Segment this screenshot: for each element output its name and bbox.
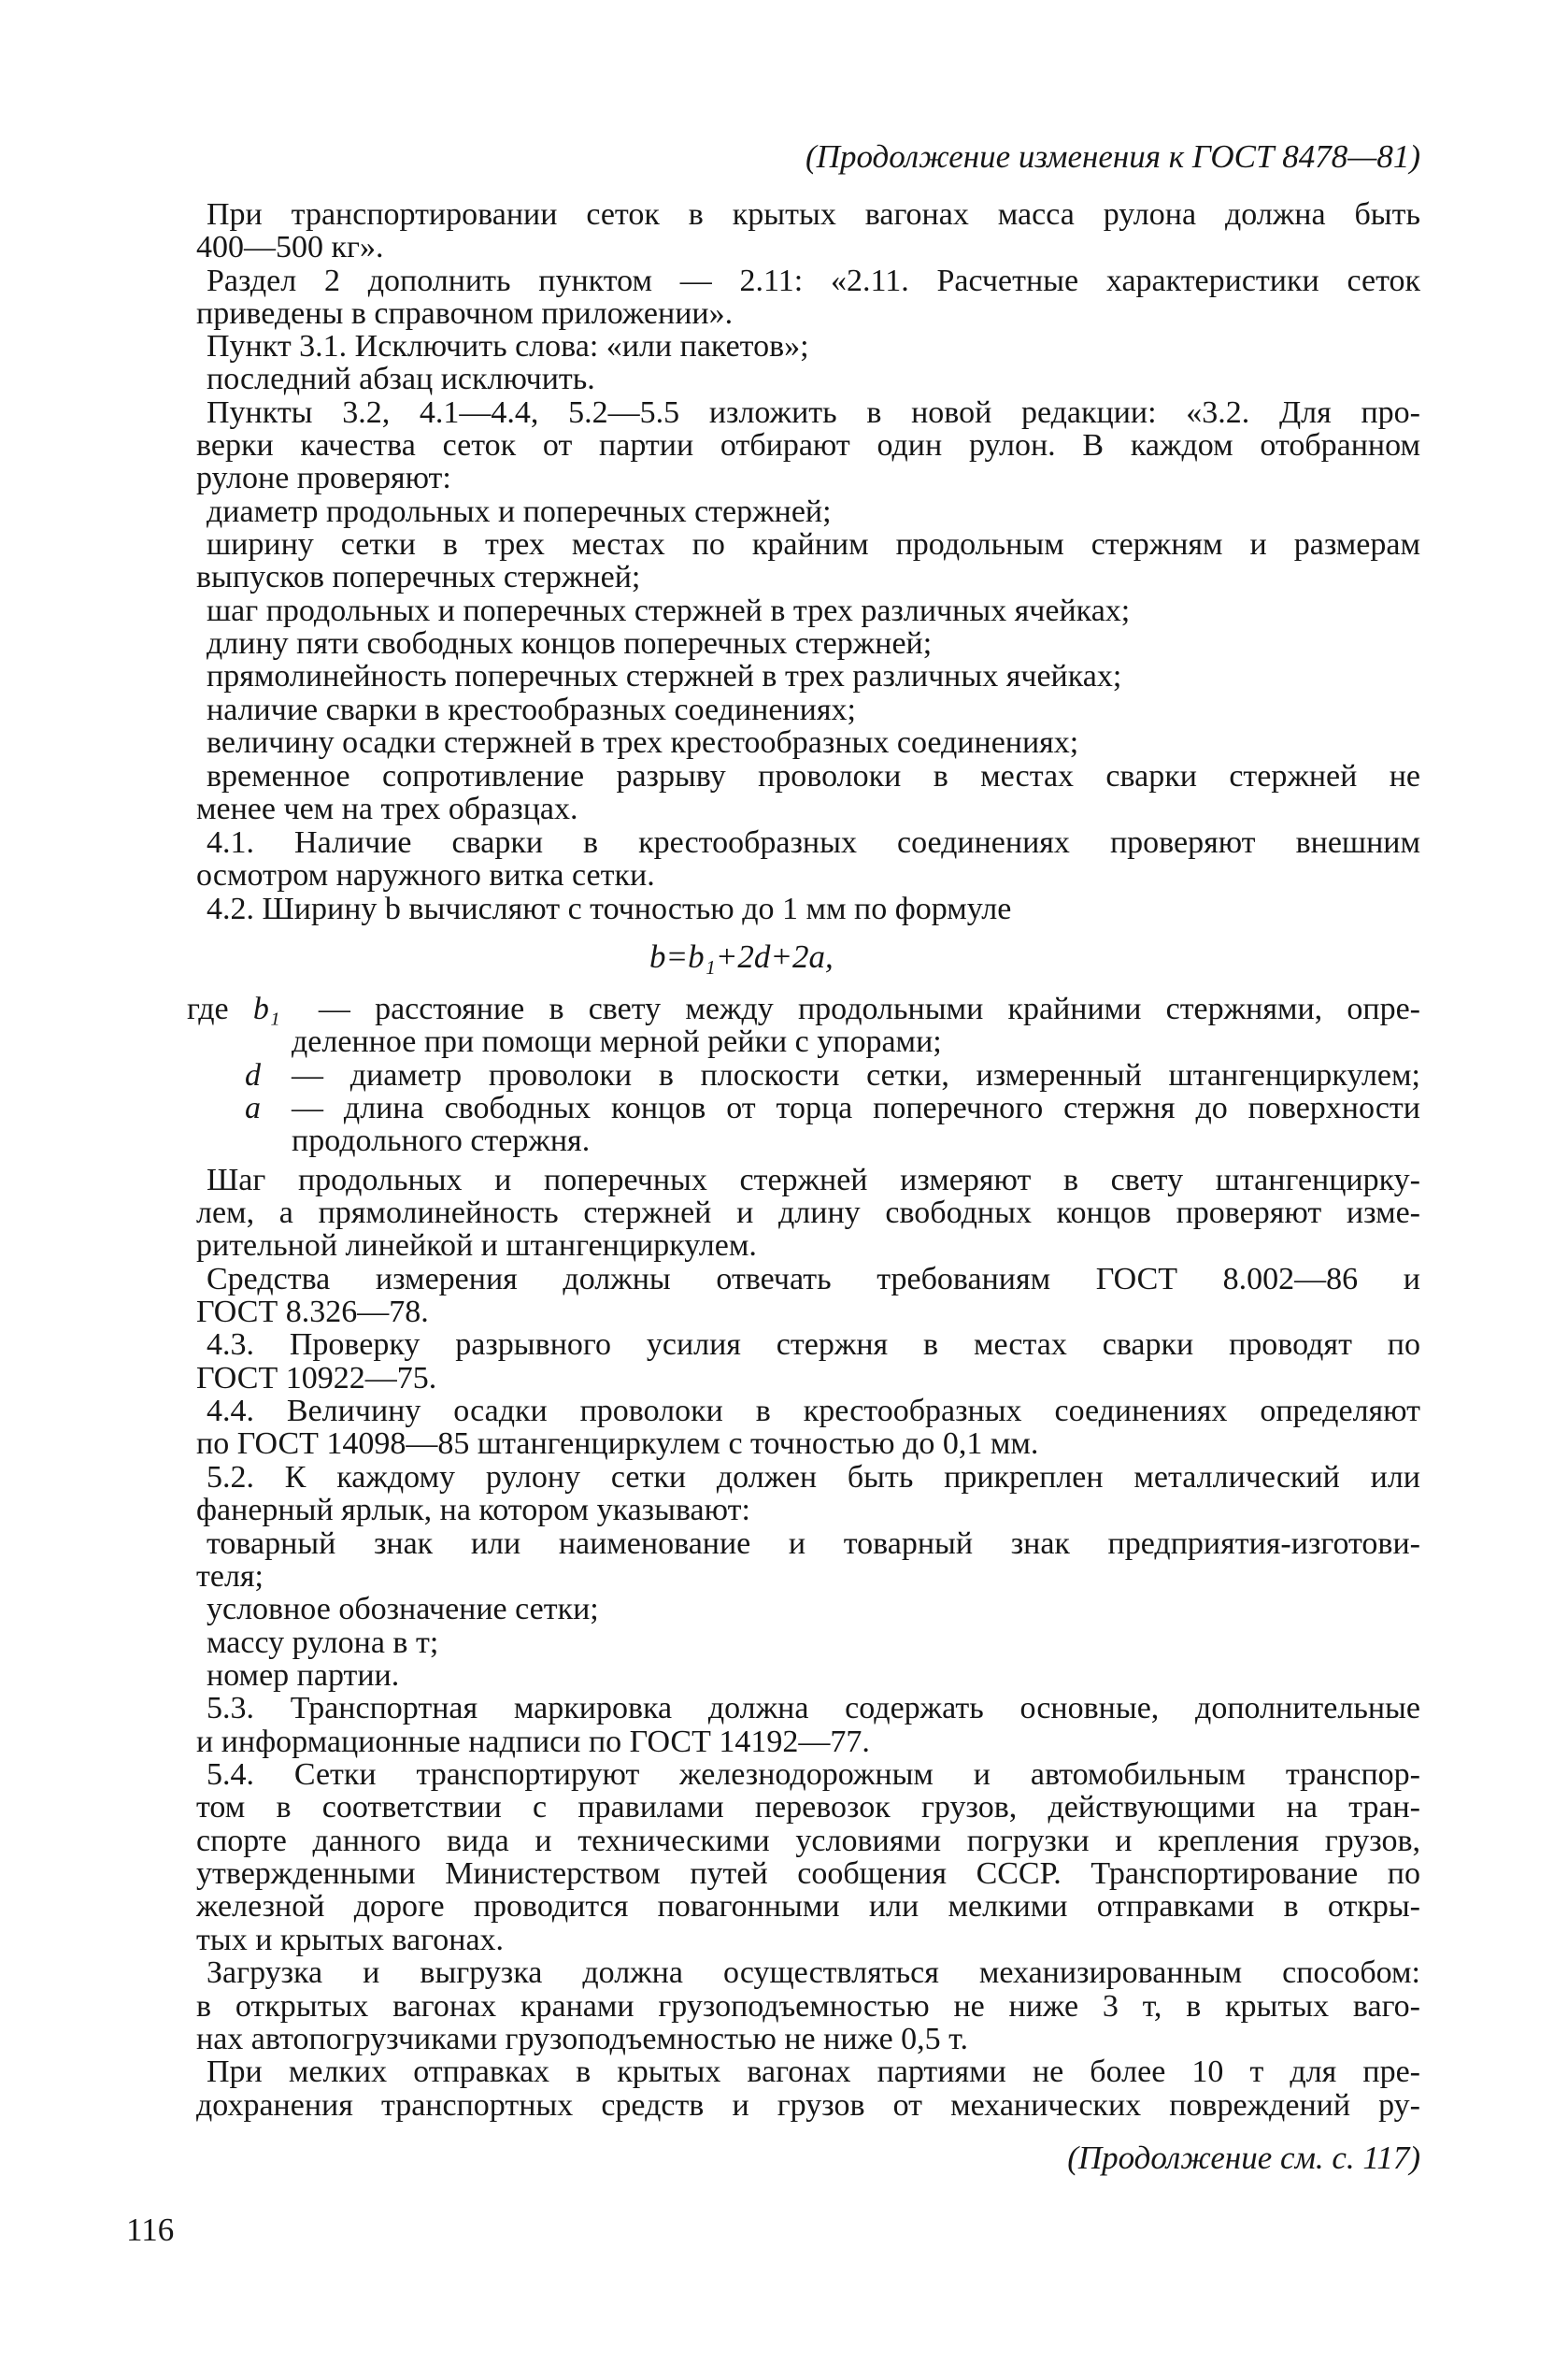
legend-symbol: a <box>245 1091 261 1125</box>
text-line: рительной линейкой и штангенциркулем. <box>196 1228 757 1263</box>
formula: b=b₁+2d+2a, <box>649 938 834 975</box>
text-line: осмотром наружного витка сетки. <box>196 858 655 893</box>
text-line: и информационные надписи по ГОСТ 14192—77. <box>196 1725 870 1759</box>
text-line: по ГОСТ 14098—85 штангенциркулем с точностью до 0,1 мм. <box>196 1426 1039 1461</box>
text-line: нах автопогрузчиками грузоподъемностью не ниже 0,5 т. <box>196 2022 968 2056</box>
text-line: условное обозначение сетки; <box>207 1592 599 1626</box>
text-line: том в соответствии с правилами перевозок грузов, действующими на тран- <box>196 1790 1420 1825</box>
text-line: Загрузка и выгрузка должна осуществляться механизированным способом: <box>207 1955 1420 1990</box>
text-line: номер партии. <box>207 1658 400 1693</box>
page-number: 116 <box>126 2212 175 2248</box>
text-line: товарный знак или наименование и товарный знак предприятия-изготови- <box>207 1526 1420 1561</box>
text-line: 4.3. Проверку разрывного усилия стержня в местах сварки проводят по <box>207 1327 1420 1362</box>
text-line: фанерный ярлык, на котором указывают: <box>196 1493 750 1527</box>
legend-cont: продольного стержня. <box>292 1124 591 1158</box>
text-line: При транспортировании сеток в крытых вагонах масса рулона должна быть <box>207 197 1420 232</box>
text-line: спорте данного вида и техническими условиями погрузки и крепления грузов, <box>196 1824 1420 1858</box>
text-line: 4.2. Ширину b вычисляют с точностью до 1 мм по формуле <box>207 892 1012 926</box>
text-line: последний абзац исключить. <box>207 362 595 396</box>
legend-text: — расстояние в свету между продольными крайними стержнями, опре- <box>318 992 1421 1026</box>
text-line: в открытых вагонах кранами грузоподъемностью не ниже 3 т, в крытых ваго- <box>196 1989 1420 2024</box>
legend-cont: деленное при помощи мерной рейки с упорами; <box>292 1024 942 1059</box>
text-line: 5.3. Транспортная маркировка должна содержать основные, дополнительные <box>207 1691 1420 1725</box>
text-line: лем, а прямолинейность стержней и длину свободных концов проверяют изме- <box>196 1195 1420 1230</box>
legend-symbol: b₁ <box>252 992 280 1026</box>
text-line: 4.4. Величину осадки проволоки в крестообразных соединениях определяют <box>207 1394 1420 1428</box>
text-line: 4.1. Наличие сварки в крестообразных соединениях проверяют внешним <box>207 825 1420 860</box>
text-line: верки качества сеток от партии отбирают один рулон. В каждом отобранном <box>196 428 1420 463</box>
text-line: 400—500 кг». <box>196 230 384 265</box>
text-line: Пункт 3.1. Исключить слова: «или пакетов»; <box>207 329 809 364</box>
text-line: рулоне проверяют: <box>196 461 451 495</box>
text-line: приведены в справочном приложении». <box>196 296 734 331</box>
text-line: ГОСТ 8.326—78. <box>196 1295 429 1329</box>
text-line: ГОСТ 10922—75. <box>196 1361 437 1396</box>
legend-text: — длина свободных концов от торца поперечного стержня до поверхности <box>292 1091 1420 1125</box>
page-header: (Продолжение изменения к ГОСТ 8478—81) <box>805 138 1420 175</box>
legend-text: — диаметр проволоки в плоскости сетки, измеренный штангенциркулем; <box>292 1058 1420 1093</box>
text-line: диаметр продольных и поперечных стержней; <box>207 494 832 529</box>
continuation-note: (Продолжение см. с. 117) <box>1067 2140 1420 2176</box>
text-line: менее чем на трех образцах. <box>196 792 578 826</box>
text-line: величину осадки стержней в трех крестообразных соединениях; <box>207 725 1079 760</box>
text-line: массу рулона в т; <box>207 1625 439 1660</box>
text-line: Пункты 3.2, 4.1—4.4, 5.2—5.5 изложить в новой редакции: «3.2. Для про- <box>207 395 1420 430</box>
text-line: железной дороге проводится повагонными или мелкими отправками в откры- <box>196 1889 1420 1924</box>
text-line: тых и крытых вагонах. <box>196 1923 505 1957</box>
legend-row <box>187 993 1420 1025</box>
legend-row <box>245 1059 1420 1092</box>
text-line: Средства измерения должны отвечать требованиям ГОСТ 8.002—86 и <box>207 1262 1420 1296</box>
text-line: шаг продольных и поперечных стержней в трех различных ячейках; <box>207 594 1131 628</box>
text-line: теля; <box>196 1559 264 1594</box>
legend-prefix: где <box>187 992 229 1026</box>
text-line: прямолинейность поперечных стержней в трех различных ячейках; <box>207 659 1122 694</box>
text-line: дохранения транспортных средств и грузов от механических повреждений ру- <box>196 2088 1420 2123</box>
text-line: выпусков поперечных стержней; <box>196 560 641 594</box>
text-line: ширину сетки в трех местах по крайним продольным стержням и размерам <box>207 527 1420 562</box>
text-line: временное сопротивление разрыву проволоки в местах сварки стержней не <box>207 759 1420 794</box>
text-line: 5.4. Сетки транспортируют железнодорожным и автомобильным транспор- <box>207 1757 1420 1792</box>
text-line: 5.2. К каждому рулону сетки должен быть прикреплен металлический или <box>207 1460 1420 1495</box>
legend-symbol: d <box>245 1058 261 1093</box>
text-line: длину пяти свободных концов поперечных стержней; <box>207 626 933 661</box>
text-line: При мелких отправках в крытых вагонах партиями не более 10 т для пре- <box>207 2054 1420 2089</box>
text-line: утвержденными Министерством путей сообщения СССР. Транспортирование по <box>196 1856 1420 1891</box>
text-line: Шаг продольных и поперечных стержней измеряют в свету штангенцирку- <box>207 1163 1420 1197</box>
text-line: Раздел 2 дополнить пунктом — 2.11: «2.11. Расчетные характеристики сеток <box>207 264 1420 298</box>
legend-row <box>245 1092 1420 1124</box>
text-line: наличие сварки в крестообразных соединениях; <box>207 693 856 727</box>
